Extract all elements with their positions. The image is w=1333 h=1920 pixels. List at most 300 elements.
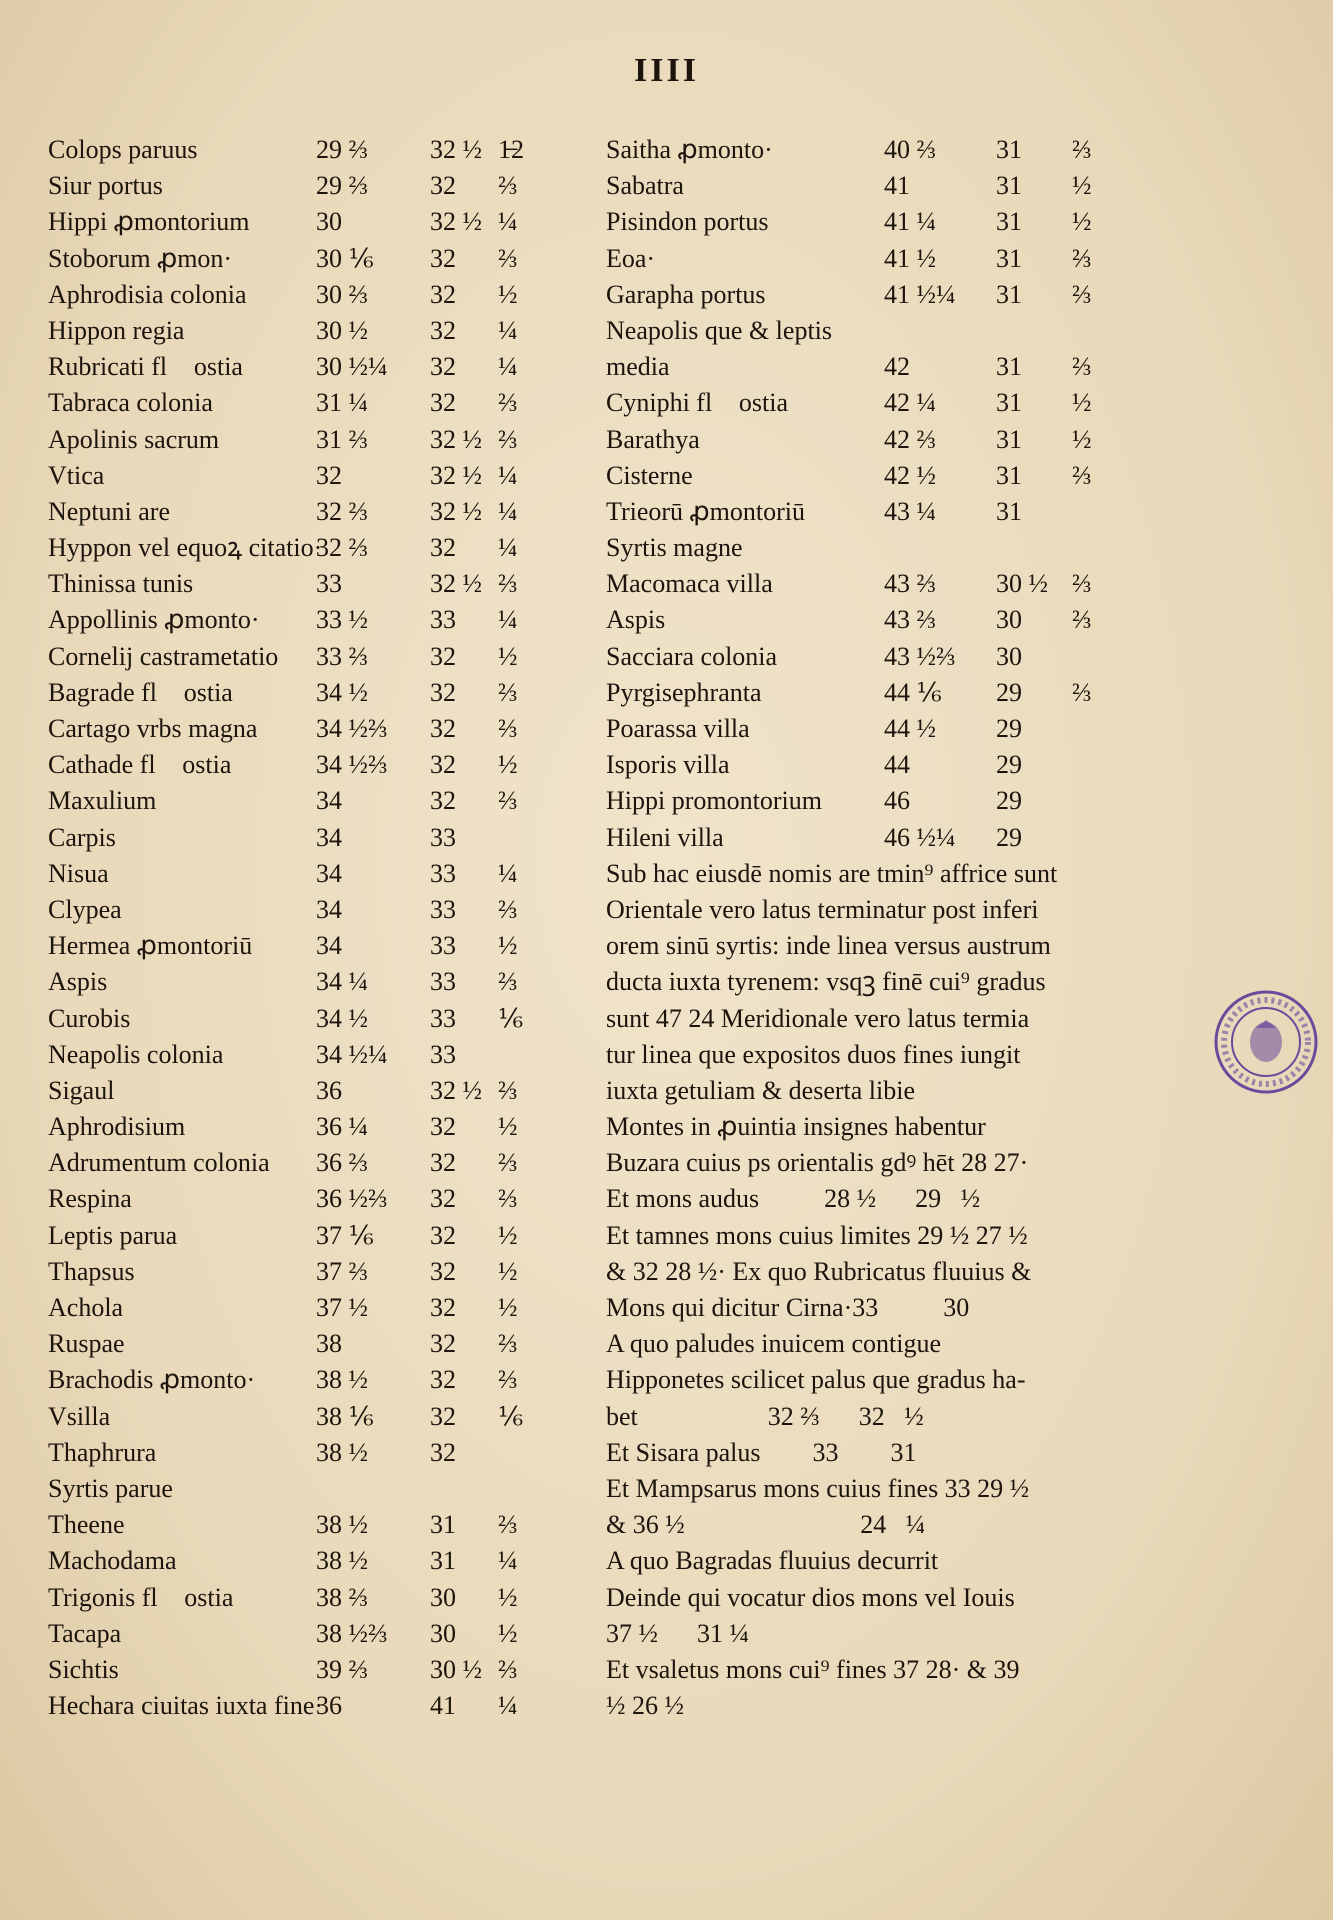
place-name: Vsilla xyxy=(48,1401,111,1431)
latitude-value: 33 xyxy=(430,605,456,635)
place-name: Achola xyxy=(48,1293,124,1322)
table-row xyxy=(48,1471,568,1507)
latitude-fraction: ⅔ xyxy=(498,1329,518,1359)
longitude-value: 30 xyxy=(316,207,342,237)
longitude-value: 34 ½ xyxy=(316,1003,368,1033)
latitude-fraction: ½ xyxy=(498,931,518,961)
latitude-value: 32 xyxy=(430,533,456,563)
prose-line: & 32 28 ½· Ex quo Rubricatus fluuius & xyxy=(606,1256,1032,1286)
longitude-value: 33 ⅔ xyxy=(316,641,368,671)
place-name: Curobis xyxy=(48,1003,131,1033)
longitude-value: 38 ⅙ xyxy=(316,1401,374,1431)
prose-line: Et mons audus 28 ½ 29 ½ xyxy=(606,1184,981,1214)
place-name: Colops paruus xyxy=(48,135,198,164)
latitude-value: 32 xyxy=(430,315,456,345)
table-row xyxy=(48,1688,568,1724)
latitude-value: 33 xyxy=(430,822,456,852)
table-row xyxy=(48,494,568,530)
latitude-fraction: ⅔ xyxy=(1072,352,1092,382)
table-row xyxy=(606,494,1106,530)
longitude-value: 42 xyxy=(884,352,910,382)
prose-line: A quo Bagradas fluuius decurrit xyxy=(606,1546,939,1576)
latitude-value: 31 xyxy=(996,388,1022,418)
latitude-fraction: ¼ xyxy=(498,605,518,635)
table-row xyxy=(606,530,1106,566)
place-name: Tacapa xyxy=(48,1618,122,1648)
latitude-fraction: ⅔ xyxy=(498,424,518,454)
longitude-value: 46 ½¼ xyxy=(884,822,956,852)
latitude-value: 31 xyxy=(996,424,1022,454)
place-name: Garapha portus xyxy=(606,279,766,309)
table-row xyxy=(606,711,1106,747)
longitude-value: 29 ⅔ xyxy=(316,171,368,201)
longitude-value: 43 ¼ xyxy=(884,496,936,526)
right-prose-text xyxy=(606,856,1106,1725)
latitude-value: 32 xyxy=(430,786,456,816)
place-name: Cathade flᷓ ostia xyxy=(48,750,232,780)
place-name: Carpis xyxy=(48,822,116,852)
latitude-fraction: ⅔ xyxy=(1072,135,1092,164)
place-name: Aphrodisium xyxy=(48,1112,186,1142)
prose-line: ½ 26 ½ xyxy=(606,1691,684,1721)
place-name: Barathya xyxy=(606,424,700,454)
latitude-value: 32 xyxy=(430,1293,456,1322)
table-row xyxy=(48,964,568,1000)
prose-line: Hipponetes scilicet palus que gradus ha- xyxy=(606,1365,1026,1395)
latitude-value: 31 xyxy=(996,352,1022,382)
latitude-value: 41 xyxy=(430,1691,456,1721)
place-name: Cisterne xyxy=(606,460,693,490)
place-name: Hippi promontorium xyxy=(606,786,822,816)
place-name: Pyrgisephranta xyxy=(606,677,762,707)
latitude-value: 31 xyxy=(996,496,1022,526)
longitude-value: 34 xyxy=(316,894,342,924)
table-row xyxy=(606,132,1106,168)
longitude-value: 38 ½ xyxy=(316,1546,368,1576)
place-name: Siur portus xyxy=(48,171,163,201)
place-name: Sichtis xyxy=(48,1654,119,1684)
longitude-value: 41 ½ xyxy=(884,243,936,273)
latitude-fraction: ⅔ xyxy=(498,171,518,201)
table-row xyxy=(606,168,1106,204)
latitude-value: 30 xyxy=(996,605,1022,635)
place-name: Thaphrura xyxy=(48,1437,157,1467)
latitude-value: 30 ½ xyxy=(430,1654,482,1684)
table-row xyxy=(48,1652,568,1688)
place-name: Syrtis parue xyxy=(48,1473,173,1503)
longitude-value: 34 ¼ xyxy=(316,967,368,997)
place-name: Vtica xyxy=(48,460,105,490)
latitude-fraction: ⅔ xyxy=(1072,605,1092,635)
latitude-fraction: ¼ xyxy=(498,315,518,345)
place-name: Machodama xyxy=(48,1546,177,1576)
latitude-fraction: ¼ xyxy=(498,533,518,563)
longitude-value: 34 xyxy=(316,786,342,816)
latitude-fraction: ⅔ xyxy=(1072,460,1092,490)
latitude-value: 31 xyxy=(996,279,1022,309)
latitude-value: 32 ½ xyxy=(430,1075,482,1105)
table-row xyxy=(48,1435,568,1471)
place-name: media xyxy=(606,352,670,382)
table-row xyxy=(606,422,1106,458)
latitude-value: 31 xyxy=(430,1546,456,1576)
latitude-value: 31 xyxy=(996,207,1022,237)
latitude-value: 31 xyxy=(996,135,1022,164)
table-row xyxy=(48,639,568,675)
table-row xyxy=(48,1399,568,1435)
place-name: Appollinis ꝓmonto· xyxy=(48,605,260,635)
latitude-value: 32 xyxy=(430,677,456,707)
place-name: Eoa· xyxy=(606,243,656,273)
longitude-value: 34 ½⅔ xyxy=(316,714,388,743)
place-name: Poarassa villa xyxy=(606,714,750,743)
longitude-value: 36 xyxy=(316,1075,342,1105)
longitude-value: 46 xyxy=(884,786,910,816)
left-coordinate-table xyxy=(48,132,568,1724)
table-row xyxy=(48,711,568,747)
prose-line: Montes in ꝓuintia insignes habentur xyxy=(606,1112,986,1142)
table-row xyxy=(48,1616,568,1652)
table-row xyxy=(48,1109,568,1145)
place-name: Hileni villa xyxy=(606,822,724,852)
latitude-fraction: ⅔ xyxy=(498,894,518,924)
place-name: Cornelij castrametatio xyxy=(48,641,279,671)
place-name: Sigaul xyxy=(48,1075,115,1105)
place-name: Aspis xyxy=(48,967,108,997)
place-name: Macomaca villa xyxy=(606,569,773,599)
table-row xyxy=(606,313,1106,349)
latitude-fraction: ¼ xyxy=(498,1546,518,1576)
latitude-value: 32 xyxy=(430,1148,456,1178)
place-name: Hechara ciuitas iuxta fine· xyxy=(48,1691,324,1721)
longitude-value: 37 ⅙ xyxy=(316,1220,374,1250)
latitude-fraction: ¼ xyxy=(498,207,518,237)
place-name: Neptuni are xyxy=(48,496,171,526)
latitude-fraction: ⅔ xyxy=(498,967,518,997)
place-name: Sacciara colonia xyxy=(606,641,778,671)
prose-line: Orientale vero latus terminatur post inferi xyxy=(606,894,1039,924)
table-row xyxy=(606,675,1106,711)
table-row xyxy=(48,1073,568,1109)
latitude-fraction: ¼ xyxy=(498,1691,518,1721)
table-row xyxy=(48,1290,568,1326)
latitude-fraction: ⅙ xyxy=(498,1003,524,1033)
longitude-value: 37 ½ xyxy=(316,1293,368,1322)
latitude-fraction: ⅔ xyxy=(1072,279,1092,309)
latitude-value: 32 xyxy=(430,641,456,671)
place-name: Trieorū ꝓmontoriū xyxy=(606,496,806,526)
place-name: Ruspae xyxy=(48,1329,125,1359)
table-row xyxy=(48,277,568,313)
prose-line: ducta iuxta tyrenem: vsqꝫ finē cui⁹ gradus xyxy=(606,967,1046,997)
longitude-value: 30 ⅙ xyxy=(316,243,374,273)
latitude-fraction: ¼ xyxy=(498,460,518,490)
latitude-fraction: ½ xyxy=(1072,388,1092,418)
table-row xyxy=(48,422,568,458)
latitude-fraction: ½ xyxy=(498,1220,518,1250)
place-name: Hyppon vel equoꝝ citatio· xyxy=(48,533,323,563)
prose-line: Sub hac eiusdē nomis are tmin⁹ affrice sunt xyxy=(606,858,1058,888)
place-name: Saitha ꝓmonto· xyxy=(606,135,773,164)
longitude-value: 34 xyxy=(316,858,342,888)
latitude-value: 32 ½ xyxy=(430,460,482,490)
longitude-value: 38 xyxy=(316,1329,342,1359)
latitude-fraction: ⅔ xyxy=(498,677,518,707)
table-row xyxy=(48,1037,568,1073)
table-row xyxy=(606,204,1106,240)
latitude-value: 32 xyxy=(430,171,456,201)
prose-line: Buzara cuius ps orientalis gdꝰ hēt 28 27· xyxy=(606,1148,1029,1178)
latitude-value: 29 xyxy=(996,714,1022,743)
place-name: Adrumentum colonia xyxy=(48,1148,270,1178)
latitude-fraction: ⅔ xyxy=(498,786,518,816)
latitude-value: 32 xyxy=(430,388,456,418)
table-row xyxy=(48,313,568,349)
latitude-value: 29 xyxy=(996,822,1022,852)
prose-line: bet 32 ⅔ 32 ½ xyxy=(606,1401,924,1431)
latitude-value: 33 xyxy=(430,967,456,997)
prose-line: Et tamnes mons cuius limites 29 ½ 27 ½ xyxy=(606,1220,1028,1250)
place-name: Maxulium xyxy=(48,786,157,816)
prose-line: 37 ½ 31 ¼ xyxy=(606,1618,749,1648)
place-name: Neapolis colonia xyxy=(48,1039,224,1069)
table-row xyxy=(606,385,1106,421)
latitude-value: 29 xyxy=(996,750,1022,780)
longitude-value: 32 xyxy=(316,460,342,490)
latitude-value: 29 xyxy=(996,786,1022,816)
latitude-fraction: ½ xyxy=(1072,207,1092,237)
longitude-value: 33 xyxy=(316,569,342,599)
table-row xyxy=(48,1326,568,1362)
latitude-value: 32 xyxy=(430,1112,456,1142)
place-name: Trigonis flᷓ ostia xyxy=(48,1582,234,1612)
longitude-value: 38 ½ xyxy=(316,1510,368,1540)
table-row xyxy=(48,204,568,240)
library-stamp-icon xyxy=(1212,988,1320,1096)
table-row xyxy=(48,241,568,277)
longitude-value: 43 ⅔ xyxy=(884,569,936,599)
longitude-value: 42 ½ xyxy=(884,460,936,490)
latitude-value: 32 xyxy=(430,1220,456,1250)
latitude-value: 32 xyxy=(430,352,456,382)
table-row xyxy=(48,602,568,638)
latitude-fraction: ½ xyxy=(498,641,518,671)
latitude-value: 32 xyxy=(430,1256,456,1286)
latitude-value: 32 ½ xyxy=(430,569,482,599)
latitude-value: 32 xyxy=(430,1437,456,1467)
place-name: Pisindon portus xyxy=(606,207,769,237)
place-name: Cartago vrbs magna xyxy=(48,714,258,743)
place-name: Theene xyxy=(48,1510,125,1540)
latitude-fraction: ⅔ xyxy=(498,569,518,599)
place-name: Thapsus xyxy=(48,1256,135,1286)
longitude-value: 29 ⅔ xyxy=(316,135,368,164)
table-row xyxy=(48,928,568,964)
table-row xyxy=(48,1543,568,1579)
longitude-value: 33 ½ xyxy=(316,605,368,635)
longitude-value: 36 ⅔ xyxy=(316,1148,368,1178)
latitude-value: 32 xyxy=(430,279,456,309)
table-row xyxy=(48,530,568,566)
table-row xyxy=(48,349,568,385)
table-row xyxy=(48,458,568,494)
prose-line: & 36 ½ 24 ¼ xyxy=(606,1510,926,1540)
latitude-value: 32 ½ xyxy=(430,207,482,237)
latitude-value: 32 xyxy=(430,1401,456,1431)
latitude-value: 33 xyxy=(430,858,456,888)
latitude-fraction: ¼ xyxy=(498,352,518,382)
table-row xyxy=(48,1507,568,1543)
latitude-value: 32 ½ xyxy=(430,496,482,526)
place-name: Hermea ꝓmontoriū xyxy=(48,931,253,961)
longitude-value: 38 ½⅔ xyxy=(316,1618,388,1648)
latitude-fraction: ½ xyxy=(498,1256,518,1286)
latitude-fraction: ⅔ xyxy=(498,1654,518,1684)
table-row xyxy=(48,1001,568,1037)
longitude-value: 39 ⅔ xyxy=(316,1654,368,1684)
prose-line: Et Mampsarus mons cuius fines 33 29 ½ xyxy=(606,1473,1030,1503)
latitude-value: 32 xyxy=(430,750,456,780)
table-row xyxy=(48,783,568,819)
longitude-value: 34 xyxy=(316,822,342,852)
longitude-value: 40 ⅔ xyxy=(884,135,936,164)
longitude-value: 41 xyxy=(884,171,910,201)
latitude-fraction: ⅔ xyxy=(498,1184,518,1214)
place-name: Cyniphi flᷓ ostia xyxy=(606,388,788,418)
table-row xyxy=(48,1181,568,1217)
place-name: Bagrade flᷓ ostia xyxy=(48,677,233,707)
prose-line: sunt 47 24 Meridionale vero latus termia xyxy=(606,1003,1030,1033)
latitude-value: 32 xyxy=(430,1329,456,1359)
latitude-value: 33 xyxy=(430,931,456,961)
latitude-value: 30 ½ xyxy=(996,569,1048,599)
latitude-fraction: ⅙ xyxy=(498,1401,524,1431)
longitude-value: 44 ½ xyxy=(884,714,936,743)
prose-line: A quo paludes inuicem contigue xyxy=(606,1329,942,1359)
latitude-fraction: ½ xyxy=(498,1293,518,1322)
prose-line: Deinde qui vocatur dios mons vel Iouis xyxy=(606,1582,1015,1612)
longitude-value: 32 ⅔ xyxy=(316,533,368,563)
place-name: Sabatra xyxy=(606,171,684,201)
longitude-value: 38 ½ xyxy=(316,1437,368,1467)
longitude-value: 36 ½⅔ xyxy=(316,1184,388,1214)
longitude-value: 31 ⅔ xyxy=(316,424,368,454)
longitude-value: 34 xyxy=(316,931,342,961)
latitude-fraction: ⅔ xyxy=(498,243,518,273)
latitude-fraction: ¼ xyxy=(498,496,518,526)
longitude-value: 34 ½⅔ xyxy=(316,750,388,780)
longitude-value: 44 xyxy=(884,750,910,780)
place-name: Tabraca colonia xyxy=(48,388,213,418)
prose-line: orem sinū syrtis: inde linea versus austrum xyxy=(606,931,1051,961)
table-row xyxy=(48,566,568,602)
longitude-value: 37 ⅔ xyxy=(316,1256,368,1286)
table-row xyxy=(48,820,568,856)
place-name: Hippi ꝓmontorium xyxy=(48,207,250,237)
right-coordinate-table xyxy=(606,132,1106,856)
place-name: Thinissa tunis xyxy=(48,569,194,599)
place-name: Neapolis que & leptis xyxy=(606,315,833,345)
longitude-value: 43 ⅔ xyxy=(884,605,936,635)
table-row xyxy=(48,1254,568,1290)
longitude-value: 31 ¼ xyxy=(316,388,368,418)
latitude-value: 32 ½ xyxy=(430,424,482,454)
latitude-value: 31 xyxy=(996,171,1022,201)
latitude-fraction: ⅔ xyxy=(1072,569,1092,599)
table-row xyxy=(48,856,568,892)
table-row xyxy=(606,820,1106,856)
latitude-fraction: ½ xyxy=(1072,171,1092,201)
longitude-value: 32 ⅔ xyxy=(316,496,368,526)
table-row xyxy=(48,1580,568,1616)
table-row xyxy=(48,892,568,928)
latitude-fraction: ½ xyxy=(498,279,518,309)
latitude-value: 32 xyxy=(430,1184,456,1214)
table-row xyxy=(606,241,1106,277)
right-column xyxy=(606,132,1106,1724)
latitude-value: 30 xyxy=(430,1582,456,1612)
place-name: Nisua xyxy=(48,858,109,888)
table-row xyxy=(606,747,1106,783)
longitude-value: 30 ½¼ xyxy=(316,352,388,382)
place-name: Brachodis ꝓmonto· xyxy=(48,1365,256,1395)
latitude-fraction: ½ xyxy=(498,1582,518,1612)
latitude-fraction: ⅔ xyxy=(498,1075,518,1105)
longitude-value: 44 ⅙ xyxy=(884,677,942,707)
latitude-value: 30 xyxy=(996,641,1022,671)
place-name: Rubricati flᷓ ostia xyxy=(48,352,243,382)
table-row xyxy=(48,1145,568,1181)
table-row xyxy=(48,675,568,711)
latitude-value: 29 xyxy=(996,677,1022,707)
latitude-value: 31 xyxy=(430,1510,456,1540)
table-row xyxy=(606,277,1106,313)
latitude-value: 32 ½ xyxy=(430,135,482,164)
latitude-fraction: ⅔ xyxy=(1072,677,1092,707)
latitude-fraction: ½ xyxy=(1072,424,1092,454)
place-name: Syrtis magne xyxy=(606,533,743,563)
table-row xyxy=(48,385,568,421)
place-name: Aphrodisia colonia xyxy=(48,279,247,309)
prose-line: iuxta getuliam & deserta libie xyxy=(606,1075,916,1105)
latitude-fraction: ⅔ xyxy=(498,1365,518,1395)
table-row xyxy=(606,602,1106,638)
longitude-value: 38 ½ xyxy=(316,1365,368,1395)
table-row xyxy=(48,1218,568,1254)
prose-line: Et vsaletus mons cui⁹ fines 37 28· & 39 xyxy=(606,1654,1020,1684)
place-name: Isporis villa xyxy=(606,750,730,780)
longitude-value: 34 ½¼ xyxy=(316,1039,388,1069)
latitude-value: 30 xyxy=(430,1618,456,1648)
table-row xyxy=(48,168,568,204)
table-row xyxy=(48,1362,568,1398)
table-row xyxy=(606,566,1106,602)
latitude-fraction: ⅔ xyxy=(498,1148,518,1178)
latitude-value: 32 xyxy=(430,243,456,273)
latitude-fraction: ½ xyxy=(498,750,518,780)
table-row xyxy=(48,132,568,168)
longitude-value: 42 ⅔ xyxy=(884,424,936,454)
place-name: Clypea xyxy=(48,894,122,924)
latitude-fraction: ¼ xyxy=(498,858,518,888)
table-row xyxy=(606,458,1106,494)
prose-line: Mons qui dicitur Cirna·33 30 xyxy=(606,1293,970,1322)
place-name: Aspis xyxy=(606,605,666,635)
place-name: Leptis parua xyxy=(48,1220,178,1250)
longitude-value: 36 xyxy=(316,1691,342,1721)
table-row xyxy=(606,783,1106,819)
table-row xyxy=(606,639,1106,675)
